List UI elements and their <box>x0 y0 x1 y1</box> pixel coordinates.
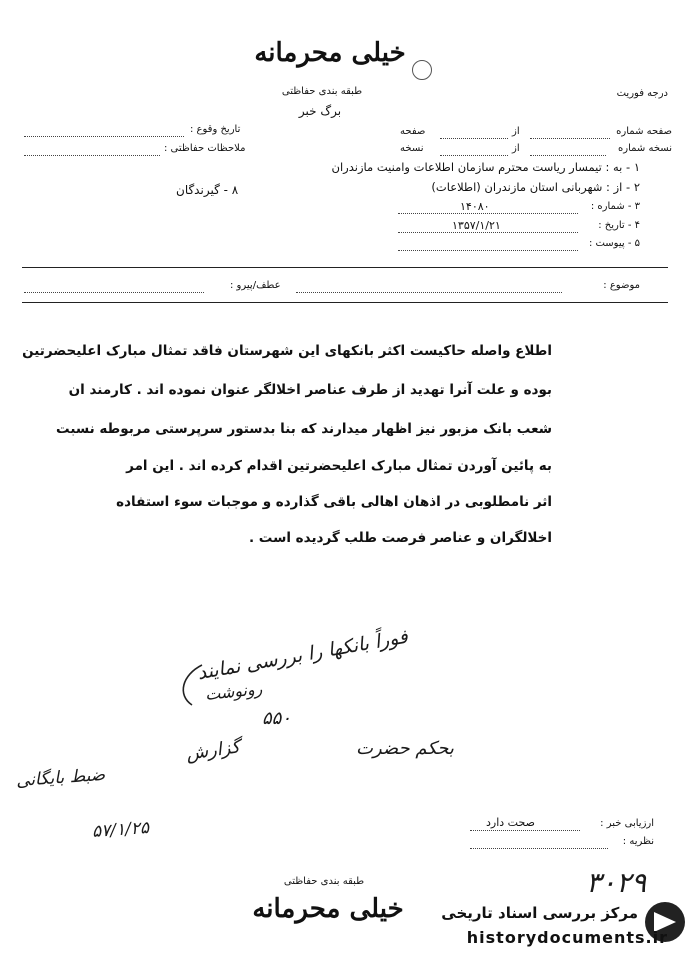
date-of-event-line <box>24 136 184 137</box>
reference-label: عطف/پیرو : <box>230 280 281 291</box>
watermark-url: historydocuments.ir <box>466 928 668 947</box>
number-value: ۱۴۰۸۰ <box>460 200 490 213</box>
urgency-label: درجه فوریت <box>616 88 668 99</box>
number-label: ۳ - شماره : <box>590 201 640 212</box>
handwritten-number: ۳۰۲۹ <box>586 866 647 899</box>
evaluation-label: ارزیابی خبر : <box>600 818 654 829</box>
opinion-label: نظریه : <box>622 836 654 847</box>
to-field: ۱ - به : تیمسار ریاست محترم سازمان اطلاعات وامنیت مازندران <box>331 160 640 174</box>
date-value: ۱۳۵۷/۱/۲۱ <box>452 219 501 232</box>
body-line-3: شعب بانک مزبور نیز اظهار میدارند که بنا بدستور سرپرستی مربوطه نسبت <box>56 421 552 437</box>
body-line-6: اخلالگران و عناصر فرصت طلب گردیده است . <box>248 530 552 546</box>
security-notes-line <box>24 155 160 156</box>
handwritten-note-1: فوراً بانکها را بررسی نمایند <box>195 625 410 685</box>
date-line <box>398 232 578 233</box>
classification-stamp-top: خیلی محرمانه <box>254 38 406 68</box>
page-of-label: از <box>512 126 520 137</box>
security-notes-label: ملاحظات حفاظتی : <box>164 143 246 154</box>
page-unit-label: صفحه <box>400 126 426 137</box>
watermark-name: مرکز بررسی اسناد تاریخی <box>441 904 638 922</box>
handwriting-stroke-icon <box>172 660 212 710</box>
classification-stamp-bottom: خیلی محرمانه <box>252 894 404 924</box>
date-of-event-label: تاریخ وقوع : <box>190 124 241 135</box>
from-field: ۲ - از : شهربانی استان مازندران (اطلاعات) <box>431 180 640 194</box>
copy-of-line <box>440 155 508 156</box>
attachment-label: ۵ - پیوست : <box>588 238 640 249</box>
subject-divider <box>22 302 668 303</box>
body-line-5: اثر نامطلوبی در اذهان اهالی باقی گذارده و موجبات سوء استفاده <box>116 494 552 510</box>
handwritten-note-4: گزارش <box>184 736 242 765</box>
classification-subtitle-bottom: طبقه بندی حفاظتی <box>283 876 365 887</box>
subject-line <box>296 292 562 293</box>
body-line-2: بوده و علت آنرا تهدید از طرف عناصر اخلالگر عنوان نموده اند . کارمند ان <box>68 382 552 398</box>
number-line <box>398 213 578 214</box>
form-title: برگ خبر <box>298 104 342 118</box>
page-number-label: صفحه شماره <box>616 126 672 137</box>
handwritten-note-6: ضبط بایگانی <box>15 764 106 792</box>
handwritten-note-7: ۵۷/۱/۲۵ <box>91 818 150 842</box>
handwritten-note-2: رونوشت <box>204 679 264 704</box>
copy-unit-label: نسخه <box>400 143 424 154</box>
evaluation-value: صحت دارد <box>486 816 535 829</box>
handwritten-note-5: بحکم حضرت <box>356 738 454 759</box>
punch-hole-icon <box>412 60 432 80</box>
page-of-line <box>440 138 508 139</box>
date-label: ۴ - تاریخ : <box>598 220 640 231</box>
opinion-line <box>470 848 608 849</box>
body-line-1: اطلاع واصله حاکیست اکثر بانکهای این شهرستان فاقد تمثال مبارک اعلیحضرتین <box>22 343 552 359</box>
copy-of-label: از <box>512 143 520 154</box>
header-divider <box>22 267 668 268</box>
recipients-label: ۸ - گیرندگان <box>176 183 239 197</box>
attachment-line <box>398 250 578 251</box>
subject-label: موضوع : <box>603 280 640 291</box>
copy-number-label: نسخه شماره <box>618 143 672 154</box>
classification-subtitle-top: طبقه بندی حفاظتی <box>281 86 363 97</box>
page-number-line <box>530 138 610 139</box>
body-line-4: به پائین آوردن تمثال مبارک اعلیحضرتین اقدام کرده اند . این امر <box>126 458 552 474</box>
handwritten-note-3: ۵۵۰ <box>262 708 292 729</box>
reference-line <box>24 292 204 293</box>
copy-number-line <box>530 155 606 156</box>
evaluation-line <box>470 830 580 831</box>
